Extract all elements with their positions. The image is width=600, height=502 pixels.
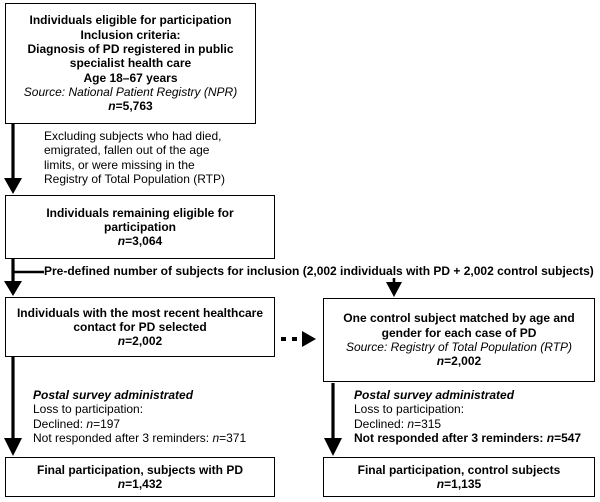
pd-selected-box — [5, 297, 275, 357]
pd-not-responded-value: =371 — [219, 430, 247, 445]
eligible-n-symbol: n — [108, 99, 116, 114]
pd-not-responded — [33, 431, 246, 445]
pd-final-box — [5, 457, 275, 497]
pd-declined-n-symbol: n — [86, 416, 94, 431]
eligible-count — [6, 99, 255, 113]
control-survey-heading: Postal survey administrated — [354, 388, 515, 402]
pd-final-count — [6, 477, 274, 491]
control-declined — [354, 417, 581, 431]
control-declined-label: Declined: — [354, 416, 408, 431]
pd-final-n-symbol: n — [117, 477, 126, 491]
pd-selected-n-value: =2,002 — [125, 334, 163, 349]
control-final-n-symbol: n — [436, 477, 445, 491]
arrowhead-control-selected — [386, 282, 402, 297]
pd-selected-line-1: Individuals with the most recent healthcare — [16, 305, 264, 320]
exclusion-line-1: Excluding subjects who had died, — [44, 129, 222, 143]
diagnosis-line-2: specialist health care — [69, 56, 192, 71]
control-final-count — [324, 477, 594, 491]
arrowhead-control-final — [324, 438, 342, 456]
eligible-n-value: =5,763 — [115, 99, 153, 114]
exclusion-line-2: emigrated, fallen out of the age — [44, 143, 210, 158]
eligible-box — [5, 3, 256, 124]
exclusion-line-3: limits, or were missing in the — [44, 157, 195, 172]
control-final-box — [323, 457, 595, 497]
control-selected-box — [323, 298, 595, 382]
eligible-source: Source: National Patient Registry (NPR) — [23, 84, 238, 99]
control-survey-note — [354, 388, 581, 445]
remaining-line-1: Individuals remaining eligible for — [46, 205, 234, 220]
eligible-title: Individuals eligible for participation — [29, 13, 232, 28]
control-final-title: Final participation, control subjects — [357, 462, 561, 477]
control-selected-n-symbol: n — [436, 354, 445, 369]
exclusion-line-4: Registry of Total Population (RTP) — [44, 171, 225, 186]
arrowhead-remaining — [4, 178, 22, 194]
pd-selected-n-symbol: n — [117, 334, 126, 349]
remaining-line-2: participation — [103, 219, 176, 234]
inclusion-criteria-label: Inclusion criteria: — [80, 27, 181, 42]
pd-declined-label: Declined: — [33, 416, 87, 431]
control-not-responded-n-symbol: n — [546, 430, 555, 445]
pd-declined-value: =197 — [93, 416, 121, 431]
control-selected-line-2: gender for each case of PD — [381, 325, 537, 340]
arrowhead-dashed — [302, 331, 316, 347]
predefined-note — [44, 264, 596, 278]
arrowhead-pd-final — [4, 438, 22, 456]
pd-selected-count — [6, 334, 274, 348]
control-selected-line-1: One control subject matched by age and — [343, 311, 575, 326]
pd-declined — [33, 417, 246, 431]
control-not-responded — [354, 431, 581, 445]
control-final-n-value: =1,135 — [444, 477, 482, 491]
control-selected-count — [324, 354, 594, 368]
pd-loss-label: Loss to participation: — [33, 402, 144, 417]
remaining-n-symbol: n — [117, 234, 126, 249]
control-declined-value: =315 — [414, 416, 442, 431]
control-selected-n-value: =2,002 — [444, 354, 482, 369]
remaining-box — [5, 195, 275, 259]
control-not-responded-label: Not responded after 3 reminders: — [354, 430, 547, 445]
control-declined-n-symbol: n — [407, 416, 415, 431]
exclusion-note — [44, 129, 225, 186]
pd-survey-heading: Postal survey administrated — [33, 388, 194, 402]
pd-final-n-value: =1,432 — [125, 477, 163, 491]
pd-final-title: Final participation, subjects with PD — [36, 462, 244, 477]
age-criterion: Age 18–67 years — [83, 70, 178, 85]
predefined-text: Pre-defined number of subjects for inclusion (2,002 individuals with PD + 2,002 control subjects) — [44, 264, 594, 278]
control-loss-label: Loss to participation: — [354, 402, 465, 417]
pd-not-responded-label: Not responded after 3 reminders: — [33, 430, 213, 445]
arrowhead-pd-selected — [4, 281, 22, 296]
diagnosis-line-1: Diagnosis of PD registered in public — [27, 42, 234, 57]
control-not-responded-value: =547 — [554, 430, 582, 445]
pd-selected-line-2: contact for PD selected — [73, 319, 207, 334]
control-source: Source: Registry of Total Population (RTP) — [345, 340, 573, 354]
pd-not-responded-n-symbol: n — [212, 430, 220, 445]
remaining-n-value: =3,064 — [125, 234, 163, 249]
pd-survey-note — [33, 388, 246, 445]
remaining-count — [6, 234, 274, 248]
